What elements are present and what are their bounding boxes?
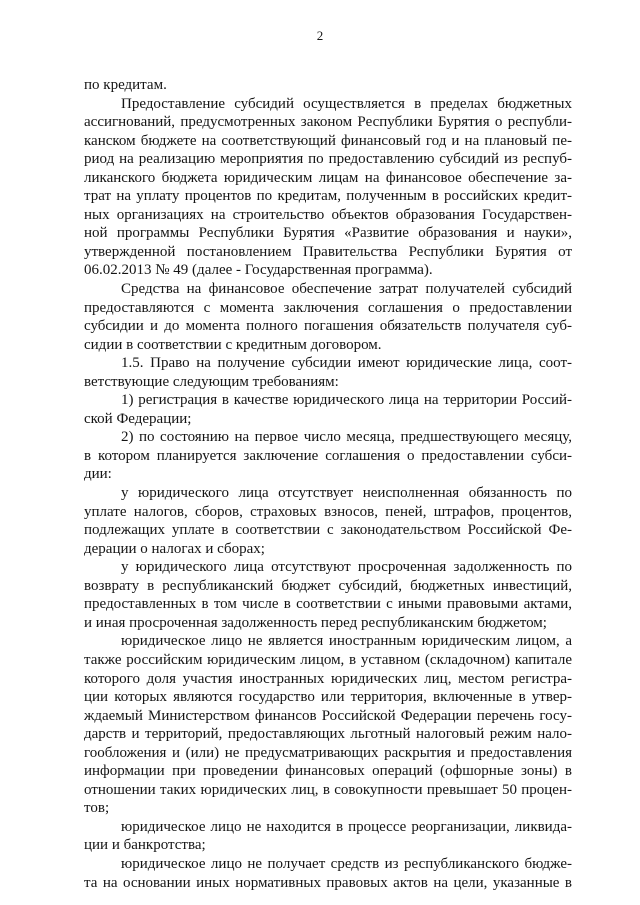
text-line: предоставленных в том числе в соответствии с иными правовыми актами, (84, 596, 572, 613)
text-line: 06.02.2013 № 49 (далее - Государственная программа). (84, 262, 433, 279)
text-line: риод на реализацию мероприятия по предоставлению субсидий из респуб- (84, 151, 572, 168)
text-line: ждаемый Министерством финансов Российской Федерации перечень госу- (84, 707, 572, 724)
text-line: 1) регистрация в качестве юридического лица на территории Россий- (121, 392, 572, 409)
text-line: ции и банкротства; (84, 837, 206, 854)
text-line: ветствующие следующим требованиям: (84, 373, 339, 390)
text-line: тов; (84, 800, 110, 817)
text-line: и иная просроченная задолженность перед республиканским бюджетом; (84, 614, 547, 631)
paragraph (84, 484, 572, 558)
paragraph (84, 818, 572, 855)
text-line: возврату в республиканский бюджет субсидий, бюджетных инвестиций, (84, 577, 572, 594)
text-line: у юридического лица отсутствует неисполненная обязанность по (121, 485, 572, 502)
text-line: дии: (84, 466, 112, 483)
text-line: гообложения и (или) не предусматривающих раскрытия и предоставления (84, 744, 572, 761)
text-line: ской Федерации; (84, 410, 192, 427)
text-line: утвержденной постановлением Правительства Республики Бурятия от (84, 243, 572, 260)
text-line: трат на уплату процентов по кредитам, полученным в российских кредит- (84, 188, 572, 205)
text-line: ных организациях на строительство объектов образования Государствен- (84, 206, 572, 223)
text-line: 2) по состоянию на первое число месяца, предшествующего месяцу, (121, 429, 572, 446)
paragraph (84, 76, 572, 95)
text-line: канском бюджете на соответствующий финансовый год и на плановый пе- (84, 132, 572, 149)
paragraph (84, 632, 572, 817)
text-line: юридическое лицо не находится в процессе реорганизации, ликвида- (121, 818, 572, 835)
text-line: предоставляются с момента заключения соглашения о предоставлении (84, 299, 572, 316)
text-line: сидии в соответствии с кредитным договором. (84, 336, 382, 353)
document-body (84, 76, 572, 892)
paragraph (84, 354, 572, 391)
page-number: 2 (316, 28, 324, 43)
text-line: дарств и территорий, предоставляющих льготный налоговый режим нало- (84, 726, 572, 743)
paragraph (84, 428, 572, 484)
text-line: ликанского бюджета юридическим лицам на финансовое обеспечение за- (84, 169, 572, 186)
text-line: Средства на финансовое обеспечение затрат получателей субсидий (121, 281, 572, 298)
text-line: 1.5. Право на получение субсидии имеют юридические лица, соот- (121, 355, 572, 372)
text-line: по кредитам. (84, 77, 167, 93)
paragraph (84, 95, 572, 280)
text-line: ной программы Республики Бурятия «Развитие образования и науки», (84, 225, 572, 242)
text-line: которого доля участия иностранных юридических лиц, местом регистра- (84, 670, 572, 687)
text-line: у юридического лица отсутствуют просроченная задолженность по (121, 559, 572, 576)
text-line: ции которых являются государство или территория, включенные в утвер- (84, 689, 572, 706)
text-line: информации при проведении финансовых операций (офшорные зоны) в (84, 763, 572, 780)
text-line: юридическое лицо не получает средств из республиканского бюдже- (121, 855, 572, 872)
text-line: дерации о налогах и сборах; (84, 540, 265, 557)
text-line: подлежащих уплате в соответствии с законодательством Российской Фе- (84, 522, 572, 539)
paragraph (84, 558, 572, 632)
text-line: та на основании иных нормативных правовых актов на цели, указанные в (84, 874, 572, 891)
paragraph (84, 280, 572, 354)
text-line: Предоставление субсидий осуществляется в пределах бюджетных (121, 95, 572, 112)
text-line: отношении таких юридических лиц, в совокупности превышает 50 процен- (84, 781, 572, 798)
text-line: уплате налогов, сборов, страховых взносов, пеней, штрафов, процентов, (84, 503, 572, 520)
text-line: в котором планируется заключение соглашения о предоставлении субси- (84, 447, 572, 464)
text-line: юридическое лицо не является иностранным юридическим лицом, а (121, 633, 572, 650)
paragraph (84, 855, 572, 892)
paragraph (84, 391, 572, 428)
text-line: также российским юридическим лицом, в уставном (складочном) капитале (84, 651, 572, 668)
text-line: субсидии и до момента полного погашения обязательств получателя суб- (84, 318, 572, 335)
text-line: ассигнований, предусмотренных законом Республики Бурятия о республи- (84, 114, 572, 131)
